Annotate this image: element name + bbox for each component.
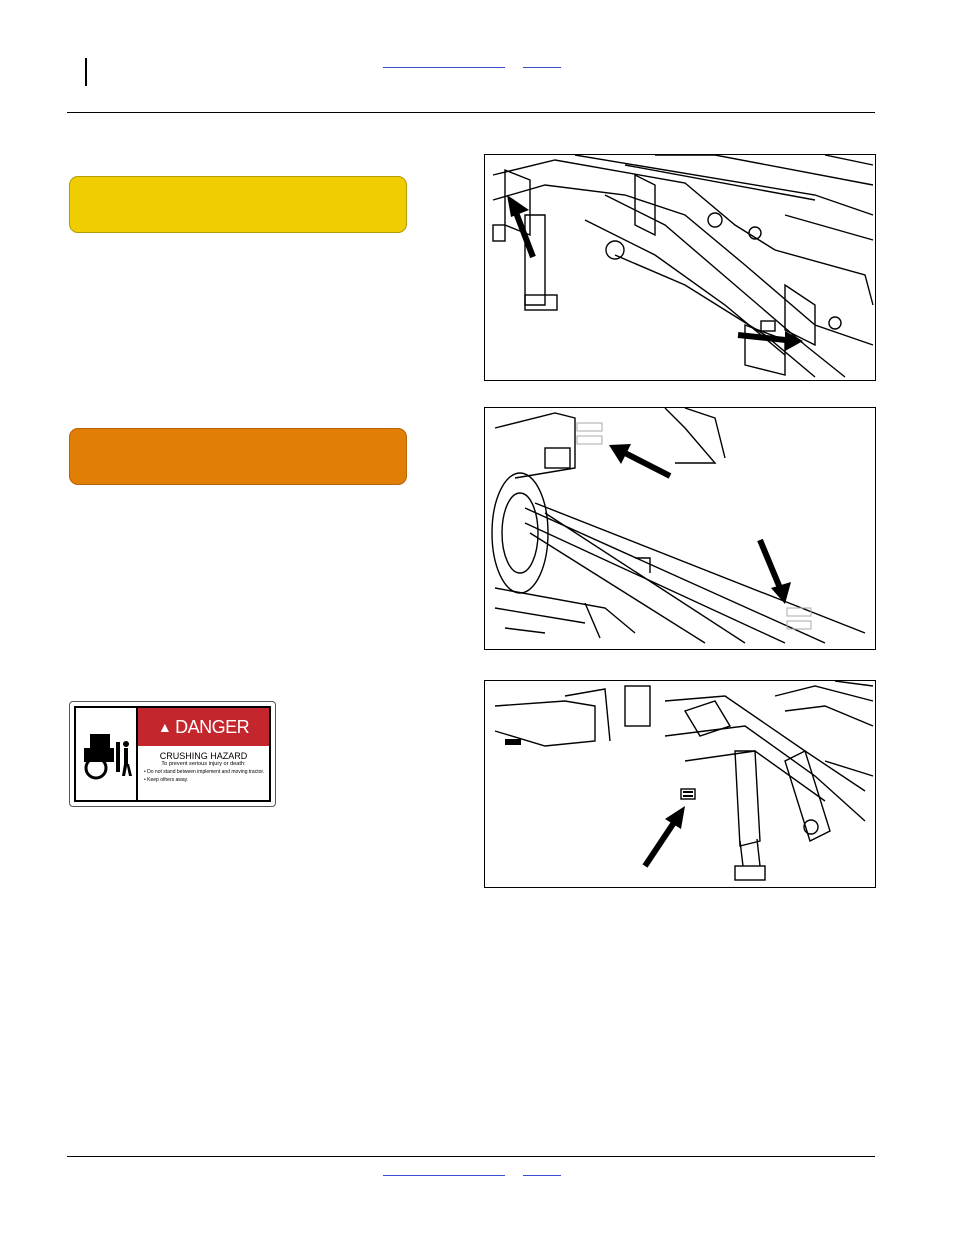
hitch-line-drawing: [485, 155, 875, 380]
decal-bullet-2: • Keep others away.: [144, 777, 189, 783]
frame-line-drawing: [485, 408, 875, 649]
decal-message: [140, 748, 267, 800]
footer-link-page[interactable]: [523, 1175, 561, 1176]
decal-bullet-1: • Do not stand between implement and moving tractor.: [144, 769, 265, 775]
decal-signal-text: DANGER: [175, 716, 250, 737]
header-rule: [67, 112, 875, 113]
decal-signal-word: [138, 708, 269, 746]
decal-pictogram: [76, 708, 138, 800]
figure-frame-decals: [484, 407, 876, 650]
header-vertical-rule: [85, 58, 87, 86]
decal-frame: [74, 706, 271, 802]
figure-hitch-decals: [484, 154, 876, 381]
tractor-crush-pictogram-icon: [76, 708, 134, 800]
footer-rule: [67, 1156, 875, 1157]
caution-band: [69, 428, 407, 485]
warning-band: [69, 176, 407, 233]
decal-subtitle: To prevent serious injury or death:: [161, 761, 246, 767]
warning-triangle-icon: ▲: [157, 719, 172, 735]
danger-decal: [69, 701, 276, 807]
figure-jack-decals: [484, 680, 876, 888]
jack-line-drawing: [485, 681, 875, 887]
header-link-page[interactable]: [523, 67, 561, 68]
decal-bullet-1-text: Do not stand between implement and moving tractor.: [147, 769, 265, 775]
header-link-manual[interactable]: [383, 67, 505, 68]
decal-bullet-2-text: Keep others away.: [147, 777, 189, 783]
footer-link-manual[interactable]: [383, 1175, 505, 1176]
decal-hazard-title: CRUSHING HAZARD: [159, 751, 248, 761]
